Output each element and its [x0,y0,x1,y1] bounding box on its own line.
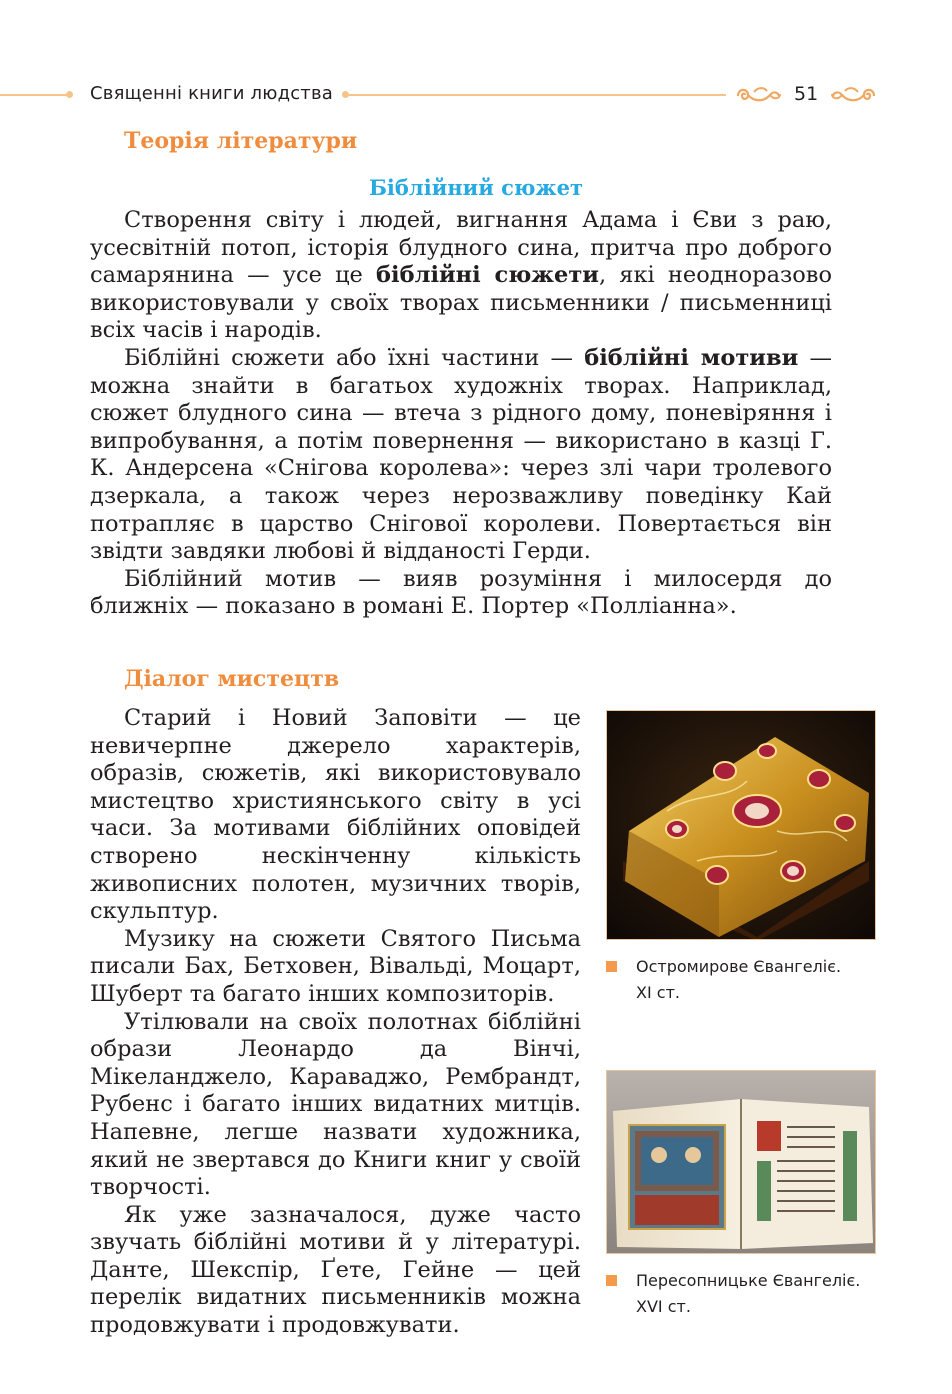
header-rule-left [0,94,68,96]
paragraph-text: Створення світу і людей, вигнання Адама і Єви з раю, усесвітній потоп, історія блудного сина, притча про доброго самарянина — усе це [90,207,832,289]
caption-bullet-icon [606,1275,617,1286]
term-bold: біблійні сюжети [376,262,599,289]
paragraph-text: — можна знайти в багатьох художніх творах. Наприклад, сюжет блудного сина — втеча з рідного дому, поневіряння і випробування, а потім повернення — використано в казці Г. К. Андерсена «Снігова королева»: через злі чари тролевого дзеркала, а також через нерозважливу поведінку Кай потрапляє в царство Снігової королеви. Повертається він звідти завдяки любові й відданості Герди. [90,344,833,565]
section-theory-text [90,207,832,621]
header-rule-right [344,94,726,96]
subheading-biblical-plot: Біблійний сюжет [368,175,584,200]
caption-line: Остромирове Євангеліє. [636,957,842,976]
paragraph [90,207,832,345]
caption-line: Пересопницьке Євангеліє. [636,1271,861,1290]
running-header [0,82,952,110]
paragraph: Утілювали на своїх полотнах біблійні образи Леонардо да Вінчі, Мікеланджело, Караваджо, Рембрандт, Рубенс і багато інших видатних митців. Напевне, легше назвати художника, який не звертався до Книги книг у своїй творчості. [90,1008,581,1201]
scroll-ornament-icon [830,84,878,106]
caption-line: XI ст. [636,983,680,1002]
paragraph: Старий і Новий Заповіти — це невичерпне джерело характерів, образів, сюжетів, які використовувало мистецтво християнського світу в усі часи. За мотивами біблійних оповідей створено нескінченну кількість живописних полотен, музичних творів, скульптур. [90,705,581,925]
caption-text [636,954,896,1006]
peresopnytsia-gospel-photo [606,1070,876,1254]
section-heading-dialogue-of-arts: Діалог мистецтв [124,666,340,692]
section-heading-theory: Теорія літератури [124,128,358,154]
caption-line: XVI ст. [636,1297,691,1316]
paragraph [90,345,832,566]
header-rule-dot [66,91,73,98]
paragraph-text: , які неодноразово використовували у своїх творах письменники / письменниці всіх часів і народів. [90,262,833,344]
term-bold: біблійні мотиви [584,344,799,371]
caption-text [636,1268,896,1320]
header-title: Священні книги людства [90,83,334,104]
paragraph: Як уже зазначалося, дуже часто звучать біблійні мотиви й у літературі. Данте, Шекспір, Ґете, Гейне — цей перелік видатних письменників можна продовжувати і продовжувати. [90,1201,581,1339]
paragraph: Музику на сюжети Святого Письма писали Бах, Бетховен, Вівальді, Моцарт, Шуберт та багато інших композиторів. [90,925,581,1007]
page-number: 51 [794,83,819,105]
caption-bullet-icon [606,961,617,972]
ostromir-gospel-photo [606,710,876,940]
section-arts-text [90,705,581,1340]
paragraph: Біблійний мотив — вияв розуміння і милосердя до ближніх — показано в романі Е. Портер «Полліанна». [90,565,832,620]
paragraph-text: Біблійні сюжети або їхні частини — [124,344,585,371]
scroll-ornament-icon [734,84,782,106]
